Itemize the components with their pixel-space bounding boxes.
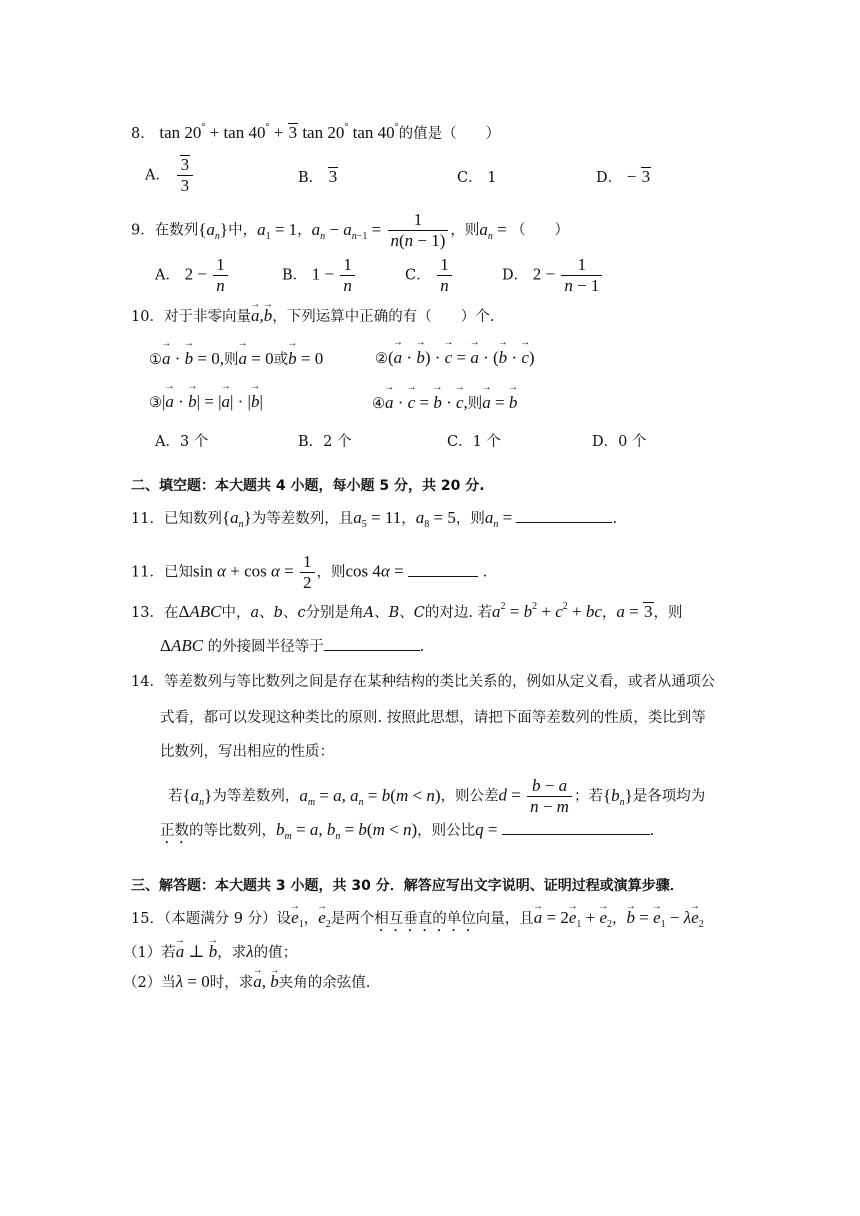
section-heading: 二、填空题：本大题共 4 小题，每小题 5 分，共 20 分. <box>131 478 485 494</box>
question-text: （本题满分 9 分）设 <box>163 911 292 927</box>
question-text: ，则 <box>316 564 346 581</box>
option-a: A．3 个 <box>155 434 209 450</box>
question-text: 的外接圆半径等于 <box>207 639 324 655</box>
emphasized-text: 正数 <box>160 823 189 839</box>
question-text: 已知 <box>163 564 193 581</box>
question-number: 15． <box>131 911 164 927</box>
option-label: C． <box>405 267 431 284</box>
question-text: 分别是角 <box>305 605 364 621</box>
question-text: ， <box>601 605 617 621</box>
option-c <box>457 166 496 187</box>
question-text: 、 <box>399 605 414 621</box>
question-number: 11． <box>131 564 164 581</box>
statement-4: ④→ a · → c = → b · → c,则→ a = → b <box>372 392 517 413</box>
question-15-stem: 15．（本题满分 9 分）设→ $e_1$，→ $e_2$是两个相互垂直的单位向量，且→ $a = 2\to e_1$ + → $e_2$，→ b = → $e_1 - \lambda\to e_2$ <box>131 908 704 935</box>
question-number: 14． <box>131 674 164 690</box>
question-13-line2: ΔABC 的外接圆半径等于 . <box>160 636 425 655</box>
question-text: 已知数列 <box>163 511 222 527</box>
question-text: （ ） <box>511 222 570 239</box>
math-expression: tan 20° + tan 40° + 3 tan 20° tan 40° <box>159 122 399 142</box>
question-text: ， <box>303 911 319 927</box>
question-text: ；若 <box>573 788 603 805</box>
question-14-line2: 式看，都可以发现这种类比的原则. 按照此思想，请把下面等差数列的性质，类比到等 <box>160 710 706 726</box>
question-10-stem: 10．对于非零向量→ a,→ b，下列运算中正确的有（ ）个. <box>131 306 494 327</box>
option-label: D． <box>596 170 623 186</box>
option-b: B． 3 <box>298 167 338 186</box>
option-a <box>145 155 195 196</box>
option-b: B．2 个 <box>298 434 352 450</box>
statement-text: 或 <box>273 352 289 368</box>
option-label: D． <box>502 267 529 284</box>
question-number: 9． <box>131 222 155 239</box>
question-number: 11． <box>131 511 164 527</box>
question-text: （1）若 <box>123 945 176 961</box>
question-number: 13． <box>131 605 164 621</box>
statement-marker: ② <box>375 351 388 367</box>
math-fraction: $\frac{3}{3}$ <box>177 155 194 196</box>
question-text: 为等差数列， <box>212 788 300 805</box>
statement-marker: ③ <box>149 395 162 411</box>
question-text: ，下列运算中正确的有（ ）个. <box>272 309 495 325</box>
option-label: A． <box>155 267 180 284</box>
option-b: B． 1 − $\frac{1}{n}$ <box>282 255 357 296</box>
answer-blank[interactable] <box>408 576 478 577</box>
math-fraction: $\frac{1}{n(n - 1)}$ <box>388 210 449 251</box>
question-8-stem <box>131 118 500 144</box>
statement-text: 则 <box>224 352 239 368</box>
option-c: C．1 个 <box>447 434 501 450</box>
question-11a-stem: 11．已知数列$\{a_n\}$为等差数列，且$a_5 = 11$，$a_8 = 5$，则$a_n$ = . <box>131 508 618 530</box>
option-label: C． <box>457 170 483 186</box>
question-text: 在 <box>163 605 179 621</box>
answer-blank[interactable] <box>502 834 650 835</box>
section-heading: 三、解答题：本大题共 3 小题，共 30 分．解答应写出文字说明、证明过程或演算步骤． <box>131 878 684 894</box>
option-label: B． <box>282 267 308 284</box>
question-9-stem: 9．在数列$\{a_n\}$中，$a_1 = 1$，$a_n - a_{n-1}$ = $\frac{1}{n(n - 1)}$ ，则$a_n$ = （ ） <box>131 210 570 250</box>
option-d: D． 2 − $\frac{1}{n - 1}$ <box>502 255 604 296</box>
question-14-line1 <box>131 672 715 692</box>
statement-2: ②(→ a · → b) · → c = → a · (→ b · → c) <box>375 348 535 368</box>
question-text: （2）当 <box>123 975 176 991</box>
question-text: 、 <box>282 605 298 621</box>
question-text: 夹角的余弦值. <box>278 975 371 991</box>
question-14-line3: 比数列，写出相应的性质： <box>160 744 334 760</box>
question-text: 、 <box>259 605 274 621</box>
answer-blank[interactable] <box>324 650 420 651</box>
statement-text: 则 <box>467 396 483 412</box>
question-11b-stem: 11．已知sin α + cos α = $\frac{1}{2}$ ，则cos 4α = . <box>131 552 488 592</box>
question-text: 是各项均为 <box>632 788 706 805</box>
question-15-part2: （2）当λ = 0时，求→ a, → b夹角的余弦值. <box>123 972 370 993</box>
statement-marker: ④ <box>372 396 385 412</box>
question-text: ，则公比 <box>417 823 476 839</box>
option-c: C． $\frac{1}{n}$ <box>405 255 454 296</box>
question-text: 中， <box>228 222 258 239</box>
answer-blank[interactable] <box>516 522 612 523</box>
question-text: 的值； <box>253 945 298 961</box>
question-text: ， <box>401 511 416 527</box>
question-text: 等差数列与等比数列之间是存在某种结构的类比关系的，例如从定义看，或者从通项公 <box>163 674 715 690</box>
question-text: 向量，且 <box>475 911 534 927</box>
question-text: ，则 <box>450 222 480 239</box>
question-13-stem: 13．在ΔABC中，a、b、c分别是角A、B、C的对边. 若$a^2 = b^2 + c^2$ + bc，a = 3，则 <box>131 601 683 621</box>
question-text: ， <box>612 911 627 927</box>
question-text: 的对边. 若 <box>424 605 493 621</box>
statement-marker: ① <box>149 352 162 368</box>
statement-3: ③|→ a · → b| = |→ a| · |→ b| <box>149 392 263 412</box>
question-text: ，则 <box>653 605 683 621</box>
question-14-line4: 若$\{a_n\}$为等差数列，$a_m = a$, $a_n = b(m < n)$，则公差d = $\frac{b - a}{n - m}$ ；若$\{b_n\}$是各项均为 <box>168 776 706 816</box>
question-14-line5: 正数的等比数列，$b_m = a$, $b_n = b(m < n)$，则公比q = . <box>160 820 655 842</box>
question-text: 的等比数列， <box>189 823 276 839</box>
question-number: 10． <box>131 309 164 325</box>
question-text: ，则 <box>455 511 485 527</box>
question-text: 在数列 <box>154 222 199 239</box>
question-text: 中， <box>221 605 251 621</box>
question-text: 若 <box>168 788 183 805</box>
question-text: 为等差数列，且 <box>251 511 354 527</box>
option-label: B． <box>298 170 324 186</box>
question-text: ，则公差 <box>440 788 499 805</box>
option-d: D．0 个 <box>592 434 647 450</box>
option-label: A． <box>145 167 170 184</box>
question-text: ，求 <box>217 945 247 961</box>
question-text: 时，求 <box>209 975 254 991</box>
question-text: 的值是（ ） <box>398 126 501 142</box>
question-text: 对于非零向量 <box>163 309 251 325</box>
statement-1: ①→ a · → b = 0,则→ a = 0或→ b = 0 <box>149 348 323 369</box>
emphasized-text: 相互垂直的单位 <box>374 911 476 927</box>
option-d: D． − 3 <box>596 167 651 186</box>
question-15-part1: （1）若→ a ⊥ → b，求λ的值； <box>123 942 297 963</box>
option-value: 1 <box>487 170 497 186</box>
option-a: A． 2 − $\frac{1}{n}$ <box>155 255 230 296</box>
question-number: 8． <box>131 126 155 142</box>
question-text: ， <box>297 222 312 239</box>
question-text: 是两个 <box>330 911 375 927</box>
question-text: 、 <box>374 605 389 621</box>
